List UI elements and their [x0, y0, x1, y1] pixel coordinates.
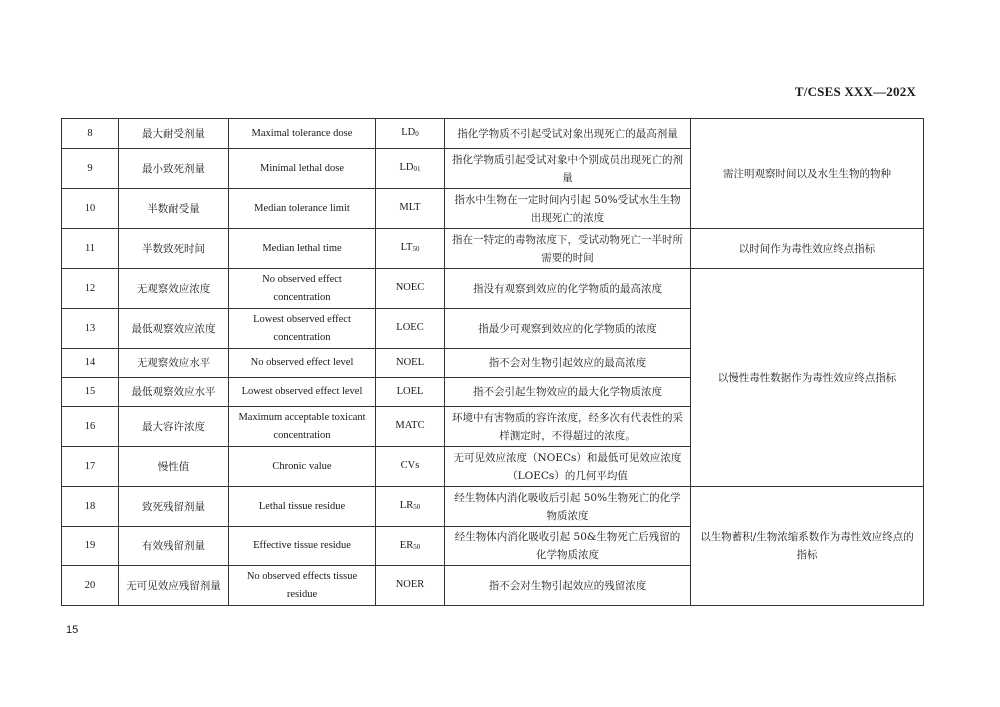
table-row — [62, 269, 924, 309]
abbreviation: NOER — [376, 566, 445, 606]
document-code: T/CSES XXX—202X — [794, 84, 916, 99]
abbreviation: $LR_{50}$ — [376, 487, 445, 527]
abbreviation: $LD_0$ — [376, 119, 445, 149]
row-number: 13 — [62, 309, 119, 349]
english-term: No observed effect concentration — [229, 269, 376, 309]
chinese-term: 最低观察效应浓度 — [119, 309, 229, 349]
chinese-term: 无观察效应水平 — [119, 349, 229, 378]
chinese-term: 最大容许浓度 — [119, 407, 229, 447]
english-term: Maximum acceptable toxicant concentration — [229, 407, 376, 447]
english-term: Median lethal time — [229, 229, 376, 269]
abbreviation: LOEL — [376, 378, 445, 407]
chinese-term: 慢性值 — [119, 447, 229, 487]
definition: 环境中有害物质的容许浓度，经多次有代表性的采样测定时，不得超过的浓度。 — [445, 407, 691, 447]
table-row — [62, 487, 924, 527]
chinese-term: 最大耐受剂量 — [119, 119, 229, 149]
row-number: 15 — [62, 378, 119, 407]
chinese-term: 致死残留剂量 — [119, 487, 229, 527]
definition: 经生物体内消化吸收引起 50&生物死亡后残留的化学物质浓度 — [445, 527, 691, 566]
row-number: 8 — [62, 119, 119, 149]
chinese-term: 半数致死时间 — [119, 229, 229, 269]
chinese-term: 无观察效应浓度 — [119, 269, 229, 309]
row-number: 10 — [62, 189, 119, 229]
note-cell: 以时间作为毒性效应终点指标 — [691, 229, 924, 269]
definition: 指不会对生物引起效应的残留浓度 — [445, 566, 691, 606]
row-number: 20 — [62, 566, 119, 606]
row-number: 17 — [62, 447, 119, 487]
abbreviation: MATC — [376, 407, 445, 447]
abbreviation: $LT_{50}$ — [376, 229, 445, 269]
note-cell: 以生物蓄积/生物浓缩系数作为毒性效应终点的指标 — [691, 487, 924, 606]
row-number: 16 — [62, 407, 119, 447]
definition: 指在一特定的毒物浓度下，受试动物死亡一半时所需要的时间 — [445, 229, 691, 269]
abbreviation: $LD_{01}$ — [376, 149, 445, 189]
row-number: 12 — [62, 269, 119, 309]
chinese-term: 最小致死剂量 — [119, 149, 229, 189]
chinese-term: 半数耐受量 — [119, 189, 229, 229]
english-term: Median tolerance limit — [229, 189, 376, 229]
chinese-term: 最低观察效应水平 — [119, 378, 229, 407]
definition: 指没有观察到效应的化学物质的最高浓度 — [445, 269, 691, 309]
definition: 指化学物质不引起受试对象出现死亡的最高剂量 — [445, 119, 691, 149]
definition: 指不会引起生物效应的最大化学物质浓度 — [445, 378, 691, 407]
definition: 指水中生物在一定时间内引起 50%受试水生生物出现死亡的浓度 — [445, 189, 691, 229]
note-cell: 以慢性毒性数据作为毒性效应终点指标 — [691, 269, 924, 487]
abbreviation: MLT — [376, 189, 445, 229]
definition: 指化学物质引起受试对象中个别成员出现死亡的剂量 — [445, 149, 691, 189]
table-row — [62, 229, 924, 269]
english-term: No observed effect level — [229, 349, 376, 378]
english-term: No observed effects tissue residue — [229, 566, 376, 606]
definition: 无可见效应浓度（NOECs）和最低可见效应浓度（LOECs）的几何平均值 — [445, 447, 691, 487]
abbreviation: NOEL — [376, 349, 445, 378]
row-number: 18 — [62, 487, 119, 527]
row-number: 14 — [62, 349, 119, 378]
row-number: 11 — [62, 229, 119, 269]
definition: 指不会对生物引起效应的最高浓度 — [445, 349, 691, 378]
english-term: Maximal tolerance dose — [229, 119, 376, 149]
english-term: Lowest observed effect concentration — [229, 309, 376, 349]
english-term: Lethal tissue residue — [229, 487, 376, 527]
terms-table — [61, 118, 924, 606]
abbreviation: NOEC — [376, 269, 445, 309]
definition: 经生物体内消化吸收后引起 50%生物死亡的化学物质浓度 — [445, 487, 691, 527]
english-term: Minimal lethal dose — [229, 149, 376, 189]
english-term: Effective tissue residue — [229, 527, 376, 566]
chinese-term: 无可见效应残留剂量 — [119, 566, 229, 606]
row-number: 9 — [62, 149, 119, 189]
chinese-term: 有效残留剂量 — [119, 527, 229, 566]
english-term: Lowest observed effect level — [229, 378, 376, 407]
abbreviation: LOEC — [376, 309, 445, 349]
definition: 指最少可观察到效应的化学物质的浓度 — [445, 309, 691, 349]
english-term: Chronic value — [229, 447, 376, 487]
table-row — [62, 119, 924, 149]
page-number: 15 — [66, 624, 79, 636]
abbreviation: $ER_{50}$ — [376, 527, 445, 566]
note-cell: 需注明观察时间以及水生生物的物种 — [691, 119, 924, 229]
abbreviation: CVs — [376, 447, 445, 487]
row-number: 19 — [62, 527, 119, 566]
